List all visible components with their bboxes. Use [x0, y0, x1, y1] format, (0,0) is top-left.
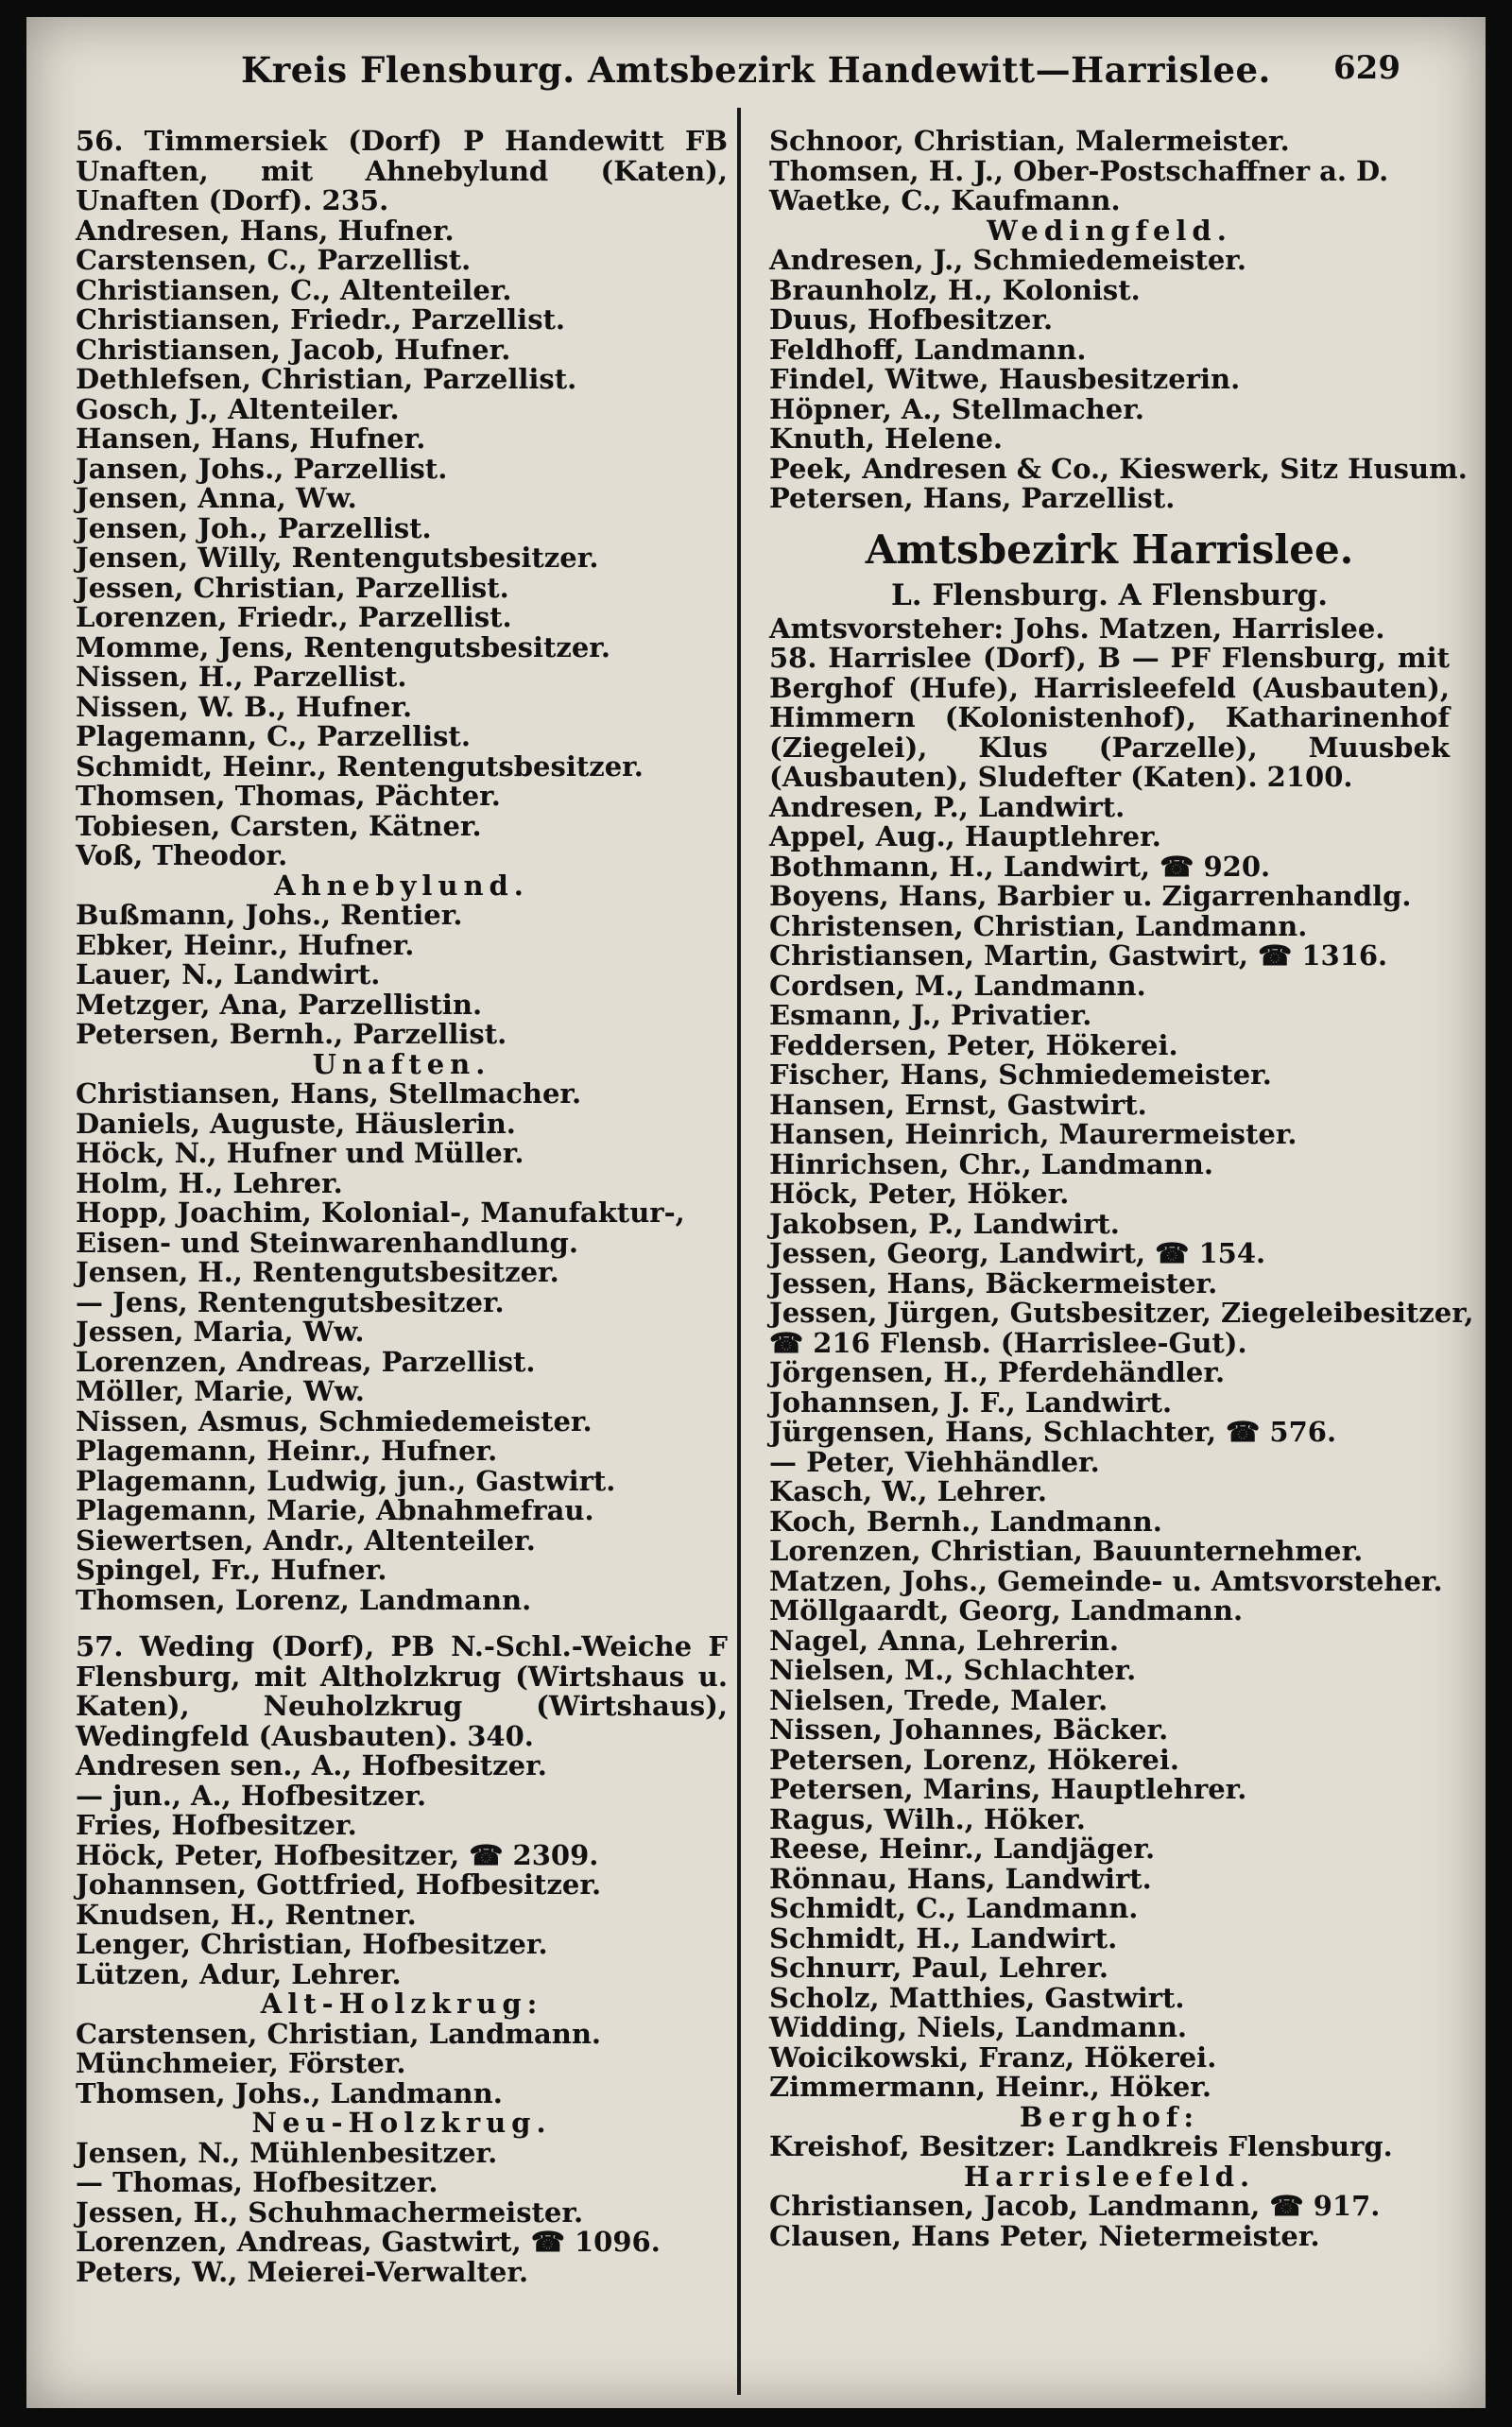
page-title: Kreis Flensburg. Amtsbezirk Handewitt—Harrislee.: [241, 49, 1271, 91]
directory-line: Voß, Theodor.: [76, 839, 288, 871]
directory-line: Carstensen, C., Parzellist.: [76, 244, 472, 276]
directory-line: Jensen, N., Mühlenbesitzer.: [76, 2136, 498, 2169]
harrisleefeld-heading: Harrisleefeld.: [963, 2160, 1256, 2193]
directory-line: Thomsen, Johs., Landmann.: [76, 2076, 503, 2109]
directory-line: Lauer, N., Landwirt.: [76, 958, 381, 990]
directory-line: Möllgaardt, Georg, Landmann.: [769, 1594, 1244, 1627]
directory-line: Bußmann, Johs., Rentier.: [76, 899, 463, 931]
directory-line: Höpner, A., Stellmacher.: [769, 392, 1144, 425]
directory-line: Jürgensen, Hans, Schlachter, ☎ 576.: [769, 1416, 1337, 1448]
directory-line: Plagemann, Ludwig, jun., Gastwirt.: [76, 1464, 616, 1497]
directory-line: Thomsen, H. J., Ober-Postschaffner a. D.: [769, 154, 1389, 187]
directory-line: Knudsen, H., Rentner.: [76, 1898, 417, 1931]
entry-heading-text: 56. Timmersiek (Dorf) P Handewitt FB Unaften, mit Ahnebylund (Katen), Unaften (Dorf). 235.: [76, 125, 728, 216]
directory-line: Kreishof, Besitzer: Landkreis Flensburg.: [769, 2130, 1393, 2162]
directory-line: Metzger, Ana, Parzellistin.: [76, 988, 483, 1021]
directory-line: Höck, Peter, Hofbesitzer, ☎ 2309.: [76, 1838, 599, 1871]
directory-line: Petersen, Bernh., Parzellist.: [76, 1018, 507, 1050]
neuholzkrug-heading: Neu-Holzkrug.: [251, 2107, 552, 2139]
directory-line: Duus, Hofbesitzer.: [769, 303, 1054, 336]
directory-line: Carstensen, Christian, Landmann.: [76, 2017, 602, 2050]
altholzkrug-heading: Alt-Holzkrug:: [260, 1988, 543, 2020]
directory-line: Gosch, J., Altenteiler.: [76, 392, 400, 425]
directory-line: Hinrichsen, Chr., Landmann.: [769, 1147, 1213, 1180]
entry-heading-text: 58. Harrislee (Dorf), B — PF Flensburg, mit Berghof (Hufe), Harrisleefeld (Ausbauten), Himmern (Kolonistenhof), Katharinenhof (Ziegelei), Klus (Parzelle), Muusbek (Ausbauten), Sludefter (Katen). 2100.: [769, 642, 1450, 793]
directory-line: Johannsen, J. F., Landwirt.: [769, 1386, 1173, 1419]
directory-line: Hansen, Ernst, Gastwirt.: [769, 1088, 1147, 1121]
directory-line: Lorenzen, Andreas, Gastwirt, ☎ 1096.: [76, 2226, 661, 2258]
directory-line: Petersen, Lorenz, Hökerei.: [769, 1743, 1179, 1776]
directory-line: Münchmeier, Förster.: [76, 2047, 406, 2079]
directory-line: Christiansen, Martin, Gastwirt, ☎ 1316.: [769, 939, 1388, 972]
directory-line: — Jens, Rentengutsbesitzer.: [76, 1285, 505, 1318]
timmersiek-list: [76, 216, 728, 871]
directory-line: Jessen, H., Schuhmachermeister.: [76, 2195, 584, 2229]
directory-line: Lorenzen, Christian, Bauunternehmer.: [769, 1535, 1364, 1567]
directory-line: Boyens, Hans, Barbier u. Zigarrenhandlg.: [769, 880, 1412, 912]
page-number: 629: [1333, 49, 1400, 87]
directory-line: Nagel, Anna, Lehrerin.: [769, 1624, 1120, 1657]
directory-line: Jessen, Georg, Landwirt, ☎ 154.: [769, 1237, 1266, 1269]
directory-line: Jensen, Willy, Rentengutsbesitzer.: [76, 542, 599, 574]
directory-line: Rönnau, Hans, Landwirt.: [769, 1862, 1152, 1895]
directory-line: Thomsen, Thomas, Pächter.: [76, 780, 501, 812]
directory-line: Christiansen, Jacob, Landmann, ☎ 917.: [769, 2190, 1381, 2222]
harrislee-list: [769, 790, 1474, 2103]
amtsbezirk-title: Amtsbezirk Harrislee.: [865, 525, 1354, 573]
directory-line: Lenger, Christian, Hofbesitzer.: [76, 1928, 548, 1960]
directory-line: Jörgensen, H., Pferdehändler.: [769, 1356, 1226, 1388]
directory-line: Hopp, Joachim, Kolonial-, Manufaktur-,: [76, 1196, 685, 1229]
directory-line: Scholz, Matthies, Gastwirt.: [769, 1981, 1185, 2014]
directory-line: Jessen, Christian, Parzellist.: [76, 571, 509, 604]
directory-line: Christiansen, Hans, Stellmacher.: [76, 1077, 582, 1110]
directory-line: Peek, Andresen & Co., Kieswerk, Sitz Husum.: [769, 452, 1468, 485]
directory-line: Waetke, C., Kaufmann.: [769, 184, 1121, 216]
amtsvorsteher-line: Amtsvorsteher: Johs. Matzen, Harrislee.: [769, 611, 1385, 645]
directory-line: Christiansen, C., Altenteiler.: [76, 273, 512, 306]
directory-line: Clausen, Hans Peter, Nietermeister.: [769, 2219, 1320, 2252]
directory-line: Jensen, Anna, Ww.: [76, 482, 357, 514]
directory-line: Ragus, Wilh., Höker.: [769, 1802, 1086, 1835]
directory-line: Plagemann, C., Parzellist.: [76, 720, 471, 752]
directory-line: Dethlefsen, Christian, Parzellist.: [76, 363, 577, 395]
directory-line: ☎ 216 Flensb. (Harrislee-Gut).: [769, 1326, 1247, 1359]
directory-line: Hansen, Heinrich, Maurermeister.: [769, 1118, 1297, 1150]
directory-line: Jensen, Joh., Parzellist.: [76, 511, 432, 544]
directory-line: Nielsen, M., Schlachter.: [769, 1654, 1137, 1686]
weding-continued-list: [769, 127, 1450, 216]
directory-line: Appel, Aug., Hauptlehrer.: [769, 820, 1161, 852]
wedingfeld-heading: Wedingfeld.: [987, 214, 1232, 247]
entry-heading-text: 57. Weding (Dorf), PB N.-Schl.-Weiche F Flensburg, mit Altholzkrug (Wirtshaus u. Katen), Neuholzkrug (Wirtshaus), Wedingfeld (Ausbauten). 340.: [76, 1630, 728, 1752]
directory-line: Jensen, H., Rentengutsbesitzer.: [76, 1256, 559, 1288]
directory-line: Johannsen, Gottfried, Hofbesitzer.: [76, 1868, 602, 1901]
berghof-list: [769, 2132, 1450, 2162]
entry-56-heading: [76, 127, 728, 216]
left-column: [76, 127, 728, 2287]
directory-line: Koch, Bernh., Landmann.: [769, 1505, 1162, 1538]
directory-line: Findel, Witwe, Hausbesitzerin.: [769, 363, 1241, 395]
directory-line: Braunholz, H., Kolonist.: [769, 273, 1141, 306]
directory-line: Lützen, Adur, Lehrer.: [76, 1957, 402, 1990]
directory-line: Thomsen, Lorenz, Landmann.: [76, 1583, 532, 1616]
directory-line: Andresen, P., Landwirt.: [769, 790, 1125, 823]
directory-line: Jessen, Maria, Ww.: [76, 1316, 365, 1348]
right-column: [769, 125, 1474, 2252]
directory-line: Nissen, Johannes, Bäcker.: [769, 1713, 1169, 1746]
directory-line: Schmidt, C., Landmann.: [769, 1892, 1139, 1924]
directory-line: Nissen, H., Parzellist.: [76, 661, 407, 693]
directory-line: Zimmermann, Heinr., Höker.: [769, 2071, 1211, 2103]
directory-line: Peters, W., Meierei-Verwalter.: [76, 2255, 529, 2288]
directory-line: Höck, N., Hufner und Müller.: [76, 1137, 524, 1169]
directory-line: Christiansen, Friedr., Parzellist.: [76, 303, 566, 336]
directory-line: Lorenzen, Andreas, Parzellist.: [76, 1345, 536, 1378]
directory-line: Andresen, Hans, Hufner.: [76, 214, 455, 247]
page-header: [26, 49, 1486, 106]
directory-line: Andresen sen., A., Hofbesitzer.: [76, 1749, 547, 1782]
directory-line: Ebker, Heinr., Hufner.: [76, 928, 415, 961]
directory-line: Esmann, J., Privatier.: [769, 999, 1092, 1031]
directory-line: Petersen, Hans, Parzellist.: [769, 482, 1176, 514]
directory-line: Matzen, Johs., Gemeinde- u. Amtsvorsteher.: [769, 1564, 1443, 1597]
directory-line: Fischer, Hans, Schmiedemeister.: [769, 1059, 1272, 1091]
altholzkrug-list: [76, 2017, 728, 2109]
entry-58-heading: [769, 644, 1450, 793]
harrisleefeld-list: [769, 2192, 1450, 2251]
ahnebylund-list: [76, 901, 728, 1050]
directory-line: Möller, Marie, Ww.: [76, 1375, 365, 1407]
directory-line: Cordsen, M., Landmann.: [769, 969, 1146, 1002]
directory-line: — jun., A., Hofbesitzer.: [76, 1779, 427, 1812]
amtsbezirk-subtitle: L. Flensburg. A Flensburg.: [890, 577, 1329, 612]
directory-line: Lorenzen, Friedr., Parzellist.: [76, 601, 512, 633]
directory-line: Eisen- und Steinwarenhandlung.: [76, 1226, 578, 1259]
directory-line: Jansen, Johs., Parzellist.: [76, 452, 448, 485]
directory-line: Siewertsen, Andr., Altenteiler.: [76, 1523, 536, 1557]
entry-57-heading: [76, 1632, 728, 1751]
directory-line: — Thomas, Hofbesitzer.: [76, 2166, 438, 2198]
directory-line: Jessen, Jürgen, Gutsbesitzer, Ziegeleibesitzer,: [769, 1297, 1474, 1329]
directory-line: Spingel, Fr., Hufner.: [76, 1554, 387, 1586]
directory-line: Feddersen, Peter, Hökerei.: [769, 1028, 1178, 1061]
directory-line: Christensen, Christian, Landmann.: [769, 909, 1308, 942]
directory-line: Feldhoff, Landmann.: [769, 333, 1087, 366]
directory-line: Holm, H., Lehrer.: [76, 1166, 343, 1199]
directory-line: Jessen, Hans, Bäckermeister.: [769, 1266, 1218, 1300]
unaften-list: [76, 1079, 728, 1615]
directory-line: Hansen, Hans, Hufner.: [76, 422, 426, 455]
directory-line: Jakobsen, P., Landwirt.: [769, 1207, 1120, 1240]
directory-line: Bothmann, H., Landwirt, ☎ 920.: [769, 850, 1271, 883]
directory-line: Christiansen, Jacob, Hufner.: [76, 333, 511, 366]
directory-line: Schnurr, Paul, Lehrer.: [769, 1952, 1108, 1984]
directory-page: [26, 17, 1486, 2408]
directory-line: Knuth, Helene.: [769, 422, 1003, 455]
directory-line: Andresen, J., Schmiedemeister.: [769, 244, 1247, 276]
directory-line: Nissen, Asmus, Schmiedemeister.: [76, 1404, 593, 1437]
directory-line: Schnoor, Christian, Malermeister.: [769, 125, 1290, 157]
directory-line: Petersen, Marins, Hauptlehrer.: [769, 1773, 1247, 1805]
berghof-heading: Berghof:: [1019, 2100, 1200, 2133]
directory-line: Widding, Niels, Landmann.: [769, 2011, 1187, 2043]
directory-line: Momme, Jens, Rentengutsbesitzer.: [76, 630, 610, 663]
directory-line: Daniels, Auguste, Häuslerin.: [76, 1107, 516, 1140]
wedingfeld-list: [769, 244, 1468, 514]
unaften-heading: Unaften.: [312, 1047, 491, 1080]
directory-line: Fries, Hofbesitzer.: [76, 1809, 357, 1841]
directory-line: Tobiesen, Carsten, Kätner.: [76, 809, 482, 842]
directory-line: Reese, Heinr., Landjäger.: [769, 1833, 1156, 1865]
directory-line: Höck, Peter, Höker.: [769, 1178, 1070, 1210]
directory-line: Plagemann, Heinr., Hufner.: [76, 1435, 498, 1467]
directory-line: Plagemann, Marie, Abnahmefrau.: [76, 1494, 594, 1526]
directory-line: Woicikowski, Franz, Hökerei.: [769, 2040, 1217, 2074]
neuholzkrug-list: [76, 2136, 728, 2288]
directory-line: Nielsen, Trede, Maler.: [769, 1683, 1108, 1716]
directory-line: Schmidt, Heinr., Rentengutsbesitzer.: [76, 749, 644, 783]
weding-list: [76, 1751, 728, 1989]
directory-line: Schmidt, H., Landwirt.: [769, 1921, 1118, 1954]
directory-line: Kasch, W., Lehrer.: [769, 1475, 1047, 1507]
directory-line: Nissen, W. B., Hufner.: [76, 690, 413, 723]
directory-line: — Peter, Viehhändler.: [769, 1445, 1100, 1478]
ahnebylund-heading: Ahnebylund.: [274, 869, 529, 902]
column-divider: [737, 108, 741, 2395]
